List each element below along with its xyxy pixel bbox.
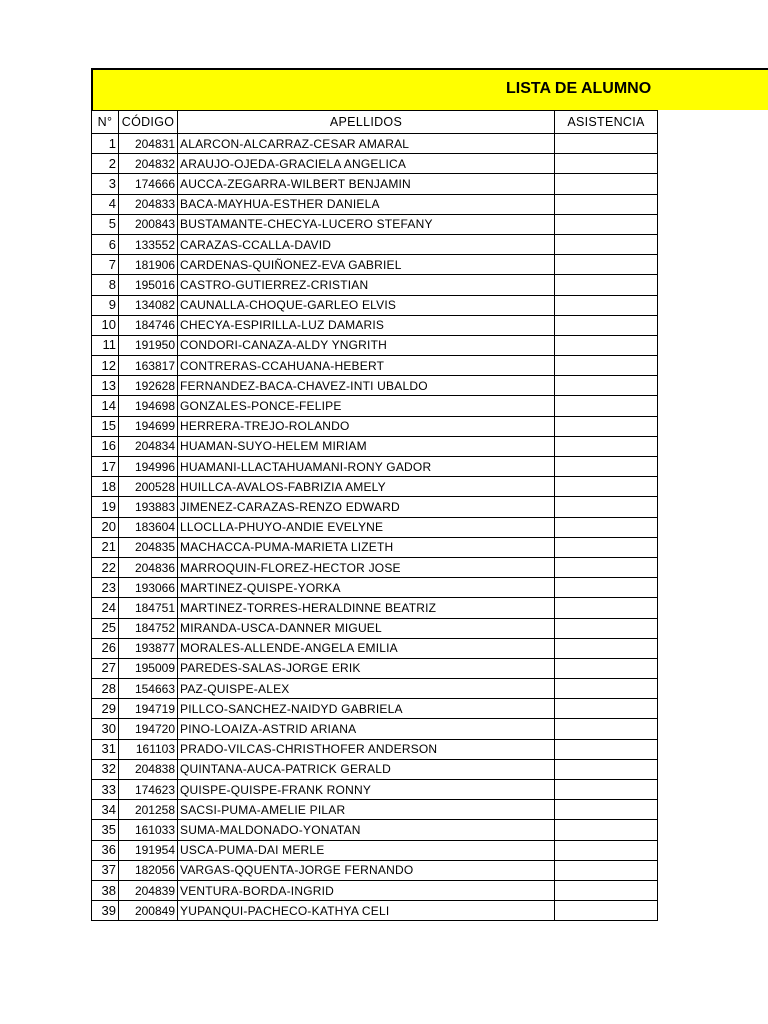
student-name: YUPANQUI-PACHECO-KATHYA CELI xyxy=(178,901,555,921)
attendance-cell[interactable] xyxy=(555,759,658,779)
table-row xyxy=(92,436,658,456)
student-code: 184752 xyxy=(119,618,178,638)
row-number: 20 xyxy=(92,517,119,537)
student-name: MARROQUIN-FLOREZ-HECTOR JOSE xyxy=(178,557,555,577)
attendance-cell[interactable] xyxy=(555,497,658,517)
row-number: 26 xyxy=(92,638,119,658)
header-code: CÓDIGO xyxy=(119,111,178,134)
table-row xyxy=(92,376,658,396)
attendance-cell[interactable] xyxy=(555,315,658,335)
row-number: 19 xyxy=(92,497,119,517)
table-row xyxy=(92,255,658,275)
student-code: 191950 xyxy=(119,335,178,355)
student-name: ARAUJO-OJEDA-GRACIELA ANGELICA xyxy=(178,154,555,174)
table-row xyxy=(92,497,658,517)
attendance-cell[interactable] xyxy=(555,234,658,254)
row-number: 5 xyxy=(92,214,119,234)
row-number: 23 xyxy=(92,578,119,598)
row-number: 6 xyxy=(92,234,119,254)
header-attendance: ASISTENCIA xyxy=(555,111,658,134)
row-number: 34 xyxy=(92,800,119,820)
attendance-cell[interactable] xyxy=(555,618,658,638)
row-number: 14 xyxy=(92,396,119,416)
table-row xyxy=(92,598,658,618)
attendance-cell[interactable] xyxy=(555,820,658,840)
student-name: PAZ-QUISPE-ALEX xyxy=(178,679,555,699)
student-name: CONDORI-CANAZA-ALDY YNGRITH xyxy=(178,335,555,355)
student-code: 194698 xyxy=(119,396,178,416)
attendance-cell[interactable] xyxy=(555,598,658,618)
table-row xyxy=(92,880,658,900)
student-code: 163817 xyxy=(119,356,178,376)
attendance-cell[interactable] xyxy=(555,356,658,376)
attendance-cell[interactable] xyxy=(555,679,658,699)
student-name: CAUNALLA-CHOQUE-GARLEO ELVIS xyxy=(178,295,555,315)
student-name: SACSI-PUMA-AMELIE PILAR xyxy=(178,800,555,820)
attendance-cell[interactable] xyxy=(555,416,658,436)
attendance-cell[interactable] xyxy=(555,658,658,678)
attendance-cell[interactable] xyxy=(555,436,658,456)
student-code: 134082 xyxy=(119,295,178,315)
row-number: 2 xyxy=(92,154,119,174)
row-number: 36 xyxy=(92,840,119,860)
student-name: JIMENEZ-CARAZAS-RENZO EDWARD xyxy=(178,497,555,517)
row-number: 37 xyxy=(92,860,119,880)
sheet-title: LISTA DE ALUMNO xyxy=(506,80,652,97)
attendance-cell[interactable] xyxy=(555,699,658,719)
row-number: 39 xyxy=(92,901,119,921)
student-name: CHECYA-ESPIRILLA-LUZ DAMARIS xyxy=(178,315,555,335)
attendance-cell[interactable] xyxy=(555,578,658,598)
header-name: APELLIDOS xyxy=(178,111,555,134)
student-code: 200843 xyxy=(119,214,178,234)
table-row xyxy=(92,356,658,376)
row-number: 28 xyxy=(92,679,119,699)
attendance-cell[interactable] xyxy=(555,901,658,921)
student-code: 194699 xyxy=(119,416,178,436)
table-row xyxy=(92,477,658,497)
student-name: USCA-PUMA-DAI MERLE xyxy=(178,840,555,860)
student-name: PILLCO-SANCHEZ-NAIDYD GABRIELA xyxy=(178,699,555,719)
attendance-cell[interactable] xyxy=(555,376,658,396)
student-name: MARTINEZ-TORRES-HERALDINNE BEATRIZ xyxy=(178,598,555,618)
table-row xyxy=(92,840,658,860)
row-number: 22 xyxy=(92,557,119,577)
student-code: 184751 xyxy=(119,598,178,618)
student-code: 194720 xyxy=(119,719,178,739)
attendance-cell[interactable] xyxy=(555,880,658,900)
table-row xyxy=(92,780,658,800)
attendance-cell[interactable] xyxy=(555,214,658,234)
table-row xyxy=(92,860,658,880)
table-row xyxy=(92,901,658,921)
row-number: 10 xyxy=(92,315,119,335)
student-name: SUMA-MALDONADO-YONATAN xyxy=(178,820,555,840)
table-row xyxy=(92,295,658,315)
student-code: 204836 xyxy=(119,557,178,577)
student-code: 161033 xyxy=(119,820,178,840)
student-code: 133552 xyxy=(119,234,178,254)
row-number: 27 xyxy=(92,658,119,678)
row-number: 4 xyxy=(92,194,119,214)
student-name: HUILLCA-AVALOS-FABRIZIA AMELY xyxy=(178,477,555,497)
student-name: QUISPE-QUISPE-FRANK RONNY xyxy=(178,780,555,800)
attendance-cell[interactable] xyxy=(555,134,658,154)
attendance-cell[interactable] xyxy=(555,800,658,820)
student-name: MORALES-ALLENDE-ANGELA EMILIA xyxy=(178,638,555,658)
table-row xyxy=(92,739,658,759)
table-row xyxy=(92,820,658,840)
student-code: 194996 xyxy=(119,457,178,477)
table-row xyxy=(92,396,658,416)
attendance-cell[interactable] xyxy=(555,840,658,860)
student-name: PAREDES-SALAS-JORGE ERIK xyxy=(178,658,555,678)
student-code: 161103 xyxy=(119,739,178,759)
row-number: 13 xyxy=(92,376,119,396)
student-name: HUAMAN-SUYO-HELEM MIRIAM xyxy=(178,436,555,456)
student-name: MARTINEZ-QUISPE-YORKA xyxy=(178,578,555,598)
table-row xyxy=(92,194,658,214)
row-number: 12 xyxy=(92,356,119,376)
student-table xyxy=(91,110,658,921)
attendance-cell[interactable] xyxy=(555,335,658,355)
student-code: 204839 xyxy=(119,880,178,900)
student-name: HUAMANI-LLACTAHUAMANI-RONY GADOR xyxy=(178,457,555,477)
row-number: 9 xyxy=(92,295,119,315)
attendance-cell[interactable] xyxy=(555,194,658,214)
table-row xyxy=(92,578,658,598)
table-row xyxy=(92,800,658,820)
student-code: 204835 xyxy=(119,537,178,557)
row-number: 15 xyxy=(92,416,119,436)
row-number: 24 xyxy=(92,598,119,618)
student-name: CONTRERAS-CCAHUANA-HEBERT xyxy=(178,356,555,376)
row-number: 17 xyxy=(92,457,119,477)
student-code: 184746 xyxy=(119,315,178,335)
header-num: N° xyxy=(92,111,119,134)
student-name: FERNANDEZ-BACA-CHAVEZ-INTI UBALDO xyxy=(178,376,555,396)
row-number: 18 xyxy=(92,477,119,497)
table-row xyxy=(92,557,658,577)
row-number: 38 xyxy=(92,880,119,900)
attendance-cell[interactable] xyxy=(555,154,658,174)
student-code: 195009 xyxy=(119,658,178,678)
student-name: ALARCON-ALCARRAZ-CESAR AMARAL xyxy=(178,134,555,154)
student-code: 204831 xyxy=(119,134,178,154)
table-row xyxy=(92,154,658,174)
table-row xyxy=(92,335,658,355)
table-row xyxy=(92,699,658,719)
student-code: 201258 xyxy=(119,800,178,820)
row-number: 21 xyxy=(92,537,119,557)
row-number: 7 xyxy=(92,255,119,275)
table-row xyxy=(92,679,658,699)
attendance-cell[interactable] xyxy=(555,860,658,880)
student-code: 182056 xyxy=(119,860,178,880)
table-row xyxy=(92,214,658,234)
row-number: 29 xyxy=(92,699,119,719)
row-number: 31 xyxy=(92,739,119,759)
attendance-cell[interactable] xyxy=(555,396,658,416)
table-row xyxy=(92,719,658,739)
student-code: 195016 xyxy=(119,275,178,295)
attendance-cell[interactable] xyxy=(555,477,658,497)
table-row xyxy=(92,416,658,436)
table-row xyxy=(92,759,658,779)
student-code: 191954 xyxy=(119,840,178,860)
table-row xyxy=(92,275,658,295)
attendance-cell[interactable] xyxy=(555,174,658,194)
student-code: 200849 xyxy=(119,901,178,921)
student-name: HERRERA-TREJO-ROLANDO xyxy=(178,416,555,436)
row-number: 30 xyxy=(92,719,119,739)
student-name: VENTURA-BORDA-INGRID xyxy=(178,880,555,900)
student-name: LLOCLLA-PHUYO-ANDIE EVELYNE xyxy=(178,517,555,537)
row-number: 1 xyxy=(92,134,119,154)
student-name: CARAZAS-CCALLA-DAVID xyxy=(178,234,555,254)
row-number: 3 xyxy=(92,174,119,194)
student-name: CASTRO-GUTIERREZ-CRISTIAN xyxy=(178,275,555,295)
row-number: 35 xyxy=(92,820,119,840)
student-code: 200528 xyxy=(119,477,178,497)
student-code: 154663 xyxy=(119,679,178,699)
attendance-cell[interactable] xyxy=(555,537,658,557)
attendance-cell[interactable] xyxy=(555,739,658,759)
attendance-cell[interactable] xyxy=(555,557,658,577)
student-name: MACHACCA-PUMA-MARIETA LIZETH xyxy=(178,537,555,557)
attendance-cell[interactable] xyxy=(555,780,658,800)
student-name: CARDENAS-QUIÑONEZ-EVA GABRIEL xyxy=(178,255,555,275)
student-name: BUSTAMANTE-CHECYA-LUCERO STEFANY xyxy=(178,214,555,234)
row-number: 11 xyxy=(92,335,119,355)
student-code: 174623 xyxy=(119,780,178,800)
student-name: PRADO-VILCAS-CHRISTHOFER ANDERSON xyxy=(178,739,555,759)
row-number: 32 xyxy=(92,759,119,779)
student-code: 204832 xyxy=(119,154,178,174)
attendance-cell[interactable] xyxy=(555,719,658,739)
table-row xyxy=(92,457,658,477)
student-code: 204833 xyxy=(119,194,178,214)
student-code: 181906 xyxy=(119,255,178,275)
table-row xyxy=(92,537,658,557)
table-row xyxy=(92,134,658,154)
student-code: 183604 xyxy=(119,517,178,537)
student-name: MIRANDA-USCA-DANNER MIGUEL xyxy=(178,618,555,638)
student-name: GONZALES-PONCE-FELIPE xyxy=(178,396,555,416)
student-name: VARGAS-QQUENTA-JORGE FERNANDO xyxy=(178,860,555,880)
student-code: 204834 xyxy=(119,436,178,456)
table-row xyxy=(92,638,658,658)
table-row xyxy=(92,517,658,537)
student-name: QUINTANA-AUCA-PATRICK GERALD xyxy=(178,759,555,779)
attendance-cell[interactable] xyxy=(555,517,658,537)
attendance-cell[interactable] xyxy=(555,275,658,295)
header-row xyxy=(92,111,658,134)
student-name: AUCCA-ZEGARRA-WILBERT BENJAMIN xyxy=(178,174,555,194)
student-code: 204838 xyxy=(119,759,178,779)
student-name: PINO-LOAIZA-ASTRID ARIANA xyxy=(178,719,555,739)
student-name: BACA-MAYHUA-ESTHER DANIELA xyxy=(178,194,555,214)
table-row xyxy=(92,174,658,194)
table-row xyxy=(92,315,658,335)
row-number: 25 xyxy=(92,618,119,638)
student-code: 192628 xyxy=(119,376,178,396)
student-code: 193883 xyxy=(119,497,178,517)
attendance-cell[interactable] xyxy=(555,295,658,315)
table-row xyxy=(92,658,658,678)
student-code: 193877 xyxy=(119,638,178,658)
attendance-cell[interactable] xyxy=(555,638,658,658)
row-number: 16 xyxy=(92,436,119,456)
row-number: 33 xyxy=(92,780,119,800)
row-number: 8 xyxy=(92,275,119,295)
table-body xyxy=(92,134,658,921)
student-code: 194719 xyxy=(119,699,178,719)
student-code: 193066 xyxy=(119,578,178,598)
table-row xyxy=(92,618,658,638)
attendance-cell[interactable] xyxy=(555,255,658,275)
title-bar xyxy=(91,68,768,110)
attendance-cell[interactable] xyxy=(555,457,658,477)
table-row xyxy=(92,234,658,254)
student-code: 174666 xyxy=(119,174,178,194)
